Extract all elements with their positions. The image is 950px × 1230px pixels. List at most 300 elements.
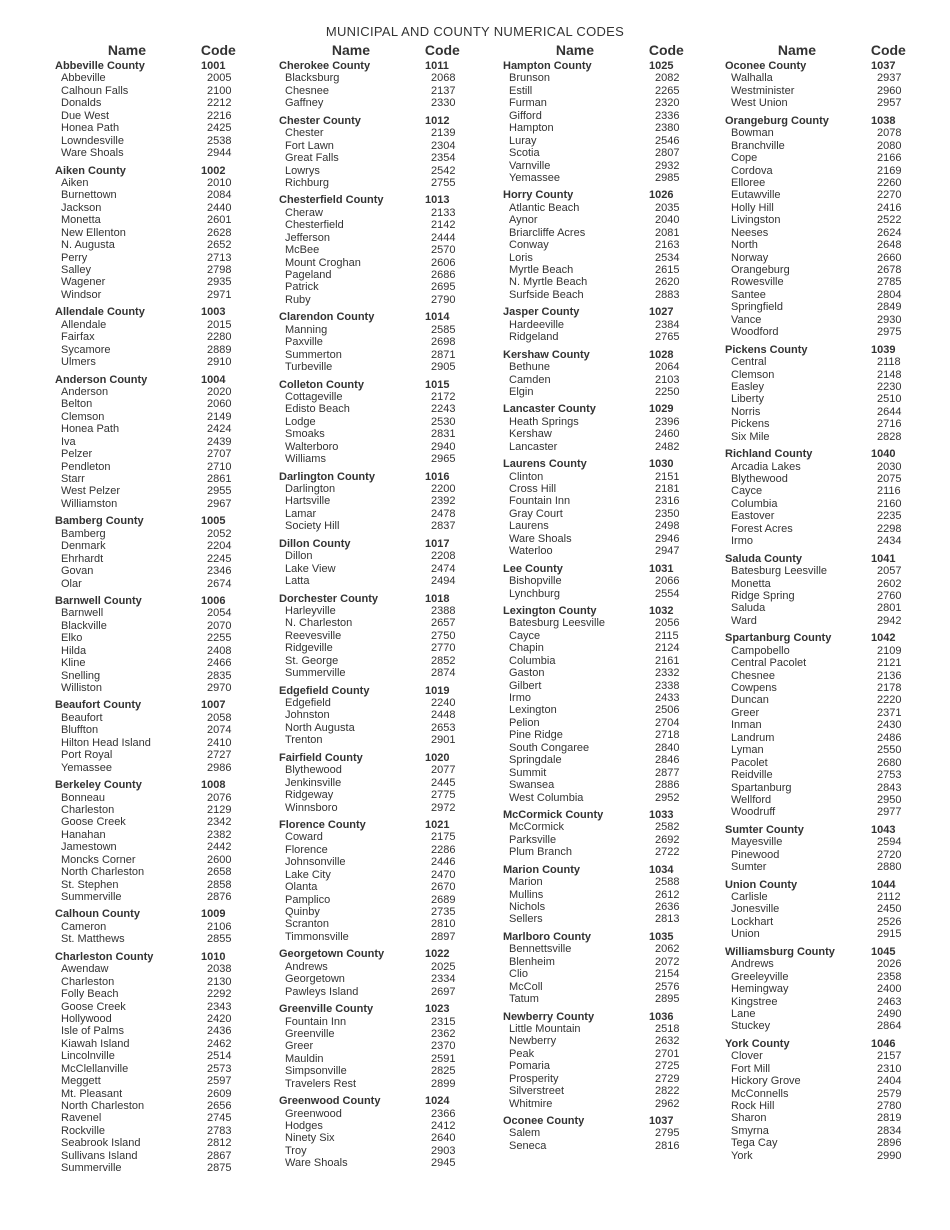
municipality-name: Fountain Inn (285, 1015, 347, 1028)
municipality-row (279, 428, 484, 440)
municipality-row (55, 344, 260, 356)
municipality-code: 2790 (431, 293, 456, 306)
municipality-row (55, 85, 260, 97)
municipality-name: Lexington (509, 704, 557, 717)
municipality-name: Cheraw (285, 206, 323, 219)
municipality-name: Batesburg Leesville (509, 617, 606, 630)
municipality-row (725, 565, 930, 577)
municipality-name: St. Stephen (61, 878, 119, 891)
municipality-name: Denmark (61, 540, 106, 553)
municipality-name: Blenheim (509, 955, 555, 968)
municipality-row (503, 1060, 708, 1072)
municipality-row (725, 615, 930, 627)
municipality-code: 2240 (431, 697, 456, 709)
municipality-name: Mayesville (731, 836, 783, 849)
county-code: 1012 (425, 114, 450, 127)
county-code: 1032 (649, 604, 674, 617)
municipality-row (725, 682, 930, 694)
county-code: 1028 (649, 348, 674, 361)
municipality-code: 2657 (431, 617, 456, 630)
municipality-code: 2466 (207, 657, 232, 670)
municipality-name: Ulmers (61, 356, 96, 369)
municipality-row (55, 528, 260, 540)
municipality-code: 2965 (431, 453, 456, 466)
county-code: 1038 (871, 114, 896, 127)
municipality-code: 2366 (431, 1107, 456, 1120)
municipality-name: Clio (509, 968, 528, 981)
municipality-code: 2148 (877, 368, 902, 381)
municipality-name: Fort Mill (731, 1062, 771, 1075)
municipality-code: 2060 (207, 398, 232, 411)
municipality-code: 2380 (655, 122, 680, 135)
municipality-name: Olar (61, 577, 82, 590)
municipality-name: Edgefield (285, 697, 331, 709)
municipality-code: 2843 (877, 781, 902, 794)
municipality-name: Livingston (731, 214, 781, 227)
municipality-name: Reevesville (285, 629, 342, 642)
municipality-name: Lockhart (731, 915, 774, 928)
municipality-row (503, 147, 708, 159)
municipality-row (279, 844, 484, 856)
municipality-code: 2899 (431, 1077, 456, 1090)
municipality-name: Nichols (509, 901, 546, 913)
municipality-code: 2750 (431, 629, 456, 642)
municipality-name: Gray Court (509, 507, 563, 520)
municipality-name: Goose Creek (61, 1000, 126, 1013)
municipality-name: Ridgeland (509, 331, 559, 344)
municipality-row (55, 921, 260, 933)
municipality-code: 2442 (207, 841, 232, 854)
municipality-code: 2482 (655, 440, 680, 453)
municipality-row (725, 369, 930, 381)
municipality-name: Ware Shoals (509, 532, 572, 545)
municipality-row (279, 831, 484, 843)
municipality-name: Bonneau (61, 791, 106, 804)
municipality-row (55, 749, 260, 761)
municipality-name: Burnettown (61, 189, 117, 202)
municipality-row (279, 789, 484, 801)
municipality-row (55, 135, 260, 147)
county-name: Sumter County (725, 823, 804, 836)
municipality-name: Bowman (731, 127, 774, 140)
municipality-name: Furman (509, 97, 547, 110)
municipality-row (725, 127, 930, 139)
municipality-code: 2658 (207, 866, 232, 879)
municipality-name: Winnsboro (285, 801, 338, 814)
municipality-code: 2255 (207, 632, 232, 645)
municipality-row (725, 485, 930, 497)
column-header (725, 42, 930, 60)
municipality-name: Newberry (509, 1035, 557, 1048)
municipality-name: Fort Lawn (285, 139, 334, 152)
municipality-row (279, 869, 484, 881)
municipality-row (55, 841, 260, 853)
county-code: 1026 (649, 189, 674, 202)
county-group (279, 374, 484, 466)
municipality-code: 2798 (207, 264, 232, 276)
county-code: 1044 (871, 878, 896, 891)
municipality-row (55, 854, 260, 866)
municipality-name: Honea Path (61, 122, 120, 135)
municipality-name: Saluda (731, 602, 766, 615)
municipality-row (725, 806, 930, 818)
county-name: Williamsburg County (725, 945, 835, 958)
municipality-row (55, 578, 260, 590)
municipality-code: 2886 (655, 779, 680, 792)
municipality-name: Carlisle (731, 891, 768, 903)
municipality-code: 2576 (655, 980, 680, 993)
municipality-code: 2689 (431, 893, 456, 906)
municipality-row (279, 1157, 484, 1169)
municipality-row (503, 533, 708, 545)
municipality-code: 2157 (877, 1050, 902, 1063)
municipality-row (725, 657, 930, 669)
municipality-code: 2400 (877, 983, 902, 996)
municipality-code: 2735 (431, 906, 456, 918)
municipality-name: Ridgeway (285, 789, 334, 802)
municipality-name: Hilda (61, 644, 87, 657)
municipality-code: 2819 (877, 1112, 902, 1125)
county-code: 1020 (425, 751, 450, 764)
municipality-code: 2338 (655, 679, 680, 692)
municipality-code: 2230 (877, 380, 902, 393)
municipality-code: 2910 (207, 356, 232, 369)
municipality-code: 2644 (877, 405, 902, 418)
municipality-name: Laurens (509, 520, 549, 533)
municipality-row (503, 667, 708, 679)
municipality-name: Clemson (61, 410, 105, 423)
municipality-name: Summerville (61, 1162, 122, 1175)
municipality-code: 2600 (207, 853, 232, 866)
municipality-code: 2498 (655, 520, 680, 533)
county-group (503, 558, 708, 600)
municipality-code: 2062 (655, 943, 680, 956)
municipality-row (279, 1053, 484, 1065)
county-row (55, 595, 260, 607)
municipality-name: Norris (731, 405, 761, 418)
municipality-name: N. Myrtle Beach (509, 276, 588, 289)
municipality-row (725, 140, 930, 152)
municipality-row (503, 792, 708, 804)
municipality-code: 2570 (431, 244, 456, 257)
municipality-code: 2849 (877, 301, 902, 314)
municipality-row (503, 276, 708, 288)
municipality-code: 2935 (207, 276, 232, 289)
municipality-name: Trenton (285, 734, 323, 747)
municipality-row (503, 495, 708, 507)
municipality-code: 2755 (431, 176, 456, 189)
county-row (503, 931, 708, 943)
municipality-row (279, 563, 484, 575)
county-row (725, 879, 930, 891)
municipality-code: 2840 (655, 741, 680, 754)
municipality-code: 2212 (207, 97, 232, 110)
municipality-code: 2825 (431, 1065, 456, 1078)
municipality-name: New Ellenton (61, 226, 126, 239)
codes-column (279, 42, 484, 1170)
municipality-row (55, 1063, 260, 1075)
municipality-row (503, 729, 708, 741)
county-row (279, 538, 484, 550)
municipality-row (725, 276, 930, 288)
municipality-name: Estill (509, 84, 533, 97)
municipality-name: Inman (731, 719, 762, 732)
municipality-name: Barnwell (61, 607, 104, 620)
municipality-name: McCormick (509, 821, 564, 834)
county-row (55, 699, 260, 711)
municipality-row (503, 655, 708, 667)
municipality-row (55, 411, 260, 423)
municipality-row (725, 461, 930, 473)
municipality-code: 2962 (655, 1097, 680, 1110)
municipality-code: 2200 (431, 483, 456, 495)
municipality-name: Arcadia Lakes (731, 460, 801, 473)
county-name: Horry County (503, 189, 574, 202)
municipality-name: Union (731, 928, 760, 941)
municipality-code: 2020 (207, 385, 232, 398)
county-code: 1021 (425, 818, 450, 831)
municipality-row (503, 642, 708, 654)
municipality-code: 2370 (431, 1040, 456, 1053)
municipality-name: Darlington (285, 483, 336, 495)
municipality-name: Hartsville (285, 495, 331, 508)
municipality-code: 2142 (431, 219, 456, 232)
county-row (503, 1115, 708, 1127)
municipality-name: Surfside Beach (509, 288, 584, 301)
municipality-code: 2081 (655, 226, 680, 239)
municipality-name: Luray (509, 134, 537, 147)
municipality-code: 2975 (877, 326, 902, 339)
municipality-row (55, 276, 260, 288)
municipality-name: Scranton (285, 918, 330, 931)
municipality-name: Walhalla (731, 72, 773, 85)
municipality-code: 2462 (207, 1037, 232, 1050)
municipality-name: Due West (61, 109, 110, 122)
municipality-name: Pinewood (731, 848, 780, 861)
municipality-name: Sellers (509, 913, 543, 926)
municipality-row (503, 374, 708, 386)
municipality-row (503, 331, 708, 343)
county-group (55, 946, 260, 1175)
municipality-code: 2330 (431, 97, 456, 110)
municipality-code: 2944 (207, 147, 232, 160)
county-code: 1002 (201, 164, 226, 177)
county-row (503, 809, 708, 821)
municipality-code: 2858 (207, 878, 232, 891)
municipality-code: 2656 (207, 1100, 232, 1112)
municipality-name: Wagener (61, 276, 106, 289)
municipality-code: 2985 (655, 171, 680, 184)
county-code: 1001 (201, 60, 226, 72)
municipality-name: Pacolet (731, 756, 768, 769)
municipality-name: Pelzer (61, 448, 93, 461)
municipality-code: 2810 (431, 918, 456, 931)
municipality-code: 2109 (877, 644, 902, 657)
municipality-code: 2957 (877, 97, 902, 110)
municipality-code: 2026 (877, 958, 902, 971)
municipality-name: Summerton (285, 348, 342, 361)
municipality-code: 2074 (207, 724, 232, 737)
municipality-row (279, 495, 484, 507)
municipality-name: Pageland (285, 269, 332, 281)
county-code: 1031 (649, 562, 674, 575)
municipality-name: Greenville (285, 1027, 335, 1040)
county-name: Marion County (503, 863, 580, 876)
municipality-code: 2298 (877, 522, 902, 535)
municipality-row (725, 1112, 930, 1124)
municipality-code: 2448 (431, 709, 456, 722)
municipality-row (55, 645, 260, 657)
municipality-code: 2680 (877, 756, 902, 769)
municipality-code: 2940 (431, 440, 456, 453)
municipality-row (279, 630, 484, 642)
county-name: Saluda County (725, 552, 803, 565)
municipality-row (503, 575, 708, 587)
county-code: 1006 (201, 594, 226, 607)
municipality-row (55, 1050, 260, 1062)
municipality-code: 2478 (431, 507, 456, 520)
county-group (503, 398, 708, 453)
municipality-code: 2990 (877, 1149, 902, 1162)
municipality-name: Myrtle Beach (509, 264, 574, 276)
municipality-name: Troy (285, 1144, 307, 1157)
county-name: Pickens County (725, 343, 808, 356)
municipality-row (279, 257, 484, 269)
municipality-code: 2901 (431, 734, 456, 747)
municipality-name: Abbeville (61, 72, 106, 85)
county-name: Lee County (503, 562, 563, 575)
municipality-row (725, 1137, 930, 1149)
municipality-row (279, 140, 484, 152)
county-name: Chester County (279, 114, 361, 127)
county-group (279, 814, 484, 943)
municipality-row (725, 645, 930, 657)
municipality-row (55, 264, 260, 276)
municipality-name: Neeses (731, 226, 769, 239)
county-name: Beaufort County (55, 699, 142, 712)
municipality-code: 2582 (655, 821, 680, 834)
municipality-code: 2494 (431, 575, 456, 588)
municipality-code: 2915 (877, 928, 902, 941)
county-row (55, 306, 260, 318)
municipality-code: 2056 (655, 617, 680, 630)
municipality-name: Manning (285, 323, 328, 336)
municipality-name: Fountain Inn (509, 495, 571, 508)
municipality-code: 2358 (877, 970, 902, 983)
municipality-name: Whitmire (509, 1097, 553, 1110)
municipality-code: 2474 (431, 562, 456, 575)
county-code: 1010 (201, 950, 226, 963)
municipality-name: Easley (731, 380, 765, 393)
municipality-row (725, 510, 930, 522)
municipality-row (725, 406, 930, 418)
municipality-name: Jackson (61, 201, 102, 214)
municipality-name: Windsor (61, 288, 102, 301)
municipality-code: 2930 (877, 313, 902, 326)
municipality-name: Edisto Beach (285, 403, 350, 416)
county-code: 1007 (201, 699, 226, 712)
municipality-row (279, 324, 484, 336)
municipality-code: 2648 (877, 239, 902, 252)
municipality-code: 2115 (655, 629, 679, 642)
municipality-code: 2220 (877, 694, 902, 707)
municipality-row (55, 319, 260, 331)
municipality-row (55, 177, 260, 189)
county-row (279, 471, 484, 483)
county-code: 1030 (649, 458, 674, 471)
municipality-code: 2876 (207, 891, 232, 903)
municipality-name: Liberty (731, 393, 765, 406)
county-row (725, 946, 930, 958)
municipality-code: 2245 (207, 552, 232, 565)
municipality-row (725, 707, 930, 719)
municipality-name: Chapin (509, 642, 544, 655)
municipality-name: Sycamore (61, 343, 111, 356)
county-group (279, 1090, 484, 1170)
municipality-code: 2342 (207, 816, 232, 829)
municipality-row (725, 214, 930, 226)
municipality-code: 2514 (207, 1050, 232, 1063)
county-group (503, 926, 708, 1006)
municipality-name: Campobello (731, 644, 790, 657)
municipality-row (279, 244, 484, 256)
municipality-row (55, 620, 260, 632)
municipality-row (725, 152, 930, 164)
municipality-name: Irmo (509, 692, 531, 704)
municipality-code: 2942 (877, 614, 902, 627)
municipality-name: Pamplico (285, 893, 331, 906)
county-group (55, 160, 260, 302)
municipality-name: Williston (61, 682, 102, 694)
municipality-code: 2100 (207, 84, 232, 97)
municipality-code: 2160 (877, 497, 902, 510)
municipality-name: Clover (731, 1050, 763, 1063)
municipality-code: 2770 (431, 642, 456, 655)
municipality-name: York (731, 1149, 753, 1162)
county-code: 1024 (425, 1095, 450, 1108)
municipality-row (279, 1028, 484, 1040)
municipality-row (503, 441, 708, 453)
municipality-row (279, 906, 484, 918)
municipality-code: 2670 (431, 881, 456, 894)
municipality-name: Aynor (509, 214, 538, 227)
county-row (279, 60, 484, 72)
municipality-code: 2822 (655, 1085, 680, 1098)
municipality-code: 2010 (207, 176, 232, 189)
municipality-code: 2410 (207, 736, 232, 749)
municipality-code: 2506 (655, 704, 680, 717)
municipality-code: 2804 (877, 288, 902, 301)
municipality-name: Moncks Corner (61, 853, 136, 866)
municipality-row (55, 331, 260, 343)
municipality-row (279, 722, 484, 734)
municipality-row (725, 252, 930, 264)
municipality-row (55, 1088, 260, 1100)
county-group (279, 943, 484, 998)
municipality-code: 2315 (431, 1015, 456, 1028)
municipality-code: 2695 (431, 281, 456, 294)
municipality-code: 2946 (655, 532, 680, 545)
county-code: 1036 (649, 1010, 674, 1023)
municipality-row (279, 777, 484, 789)
municipality-name: Timmonsville (285, 930, 349, 943)
name-header: Name (777, 42, 816, 58)
municipality-code: 2883 (655, 288, 680, 301)
municipality-row (503, 901, 708, 913)
municipality-code: 2116 (877, 485, 901, 498)
municipality-name: Cope (731, 152, 758, 165)
county-row (279, 593, 484, 605)
